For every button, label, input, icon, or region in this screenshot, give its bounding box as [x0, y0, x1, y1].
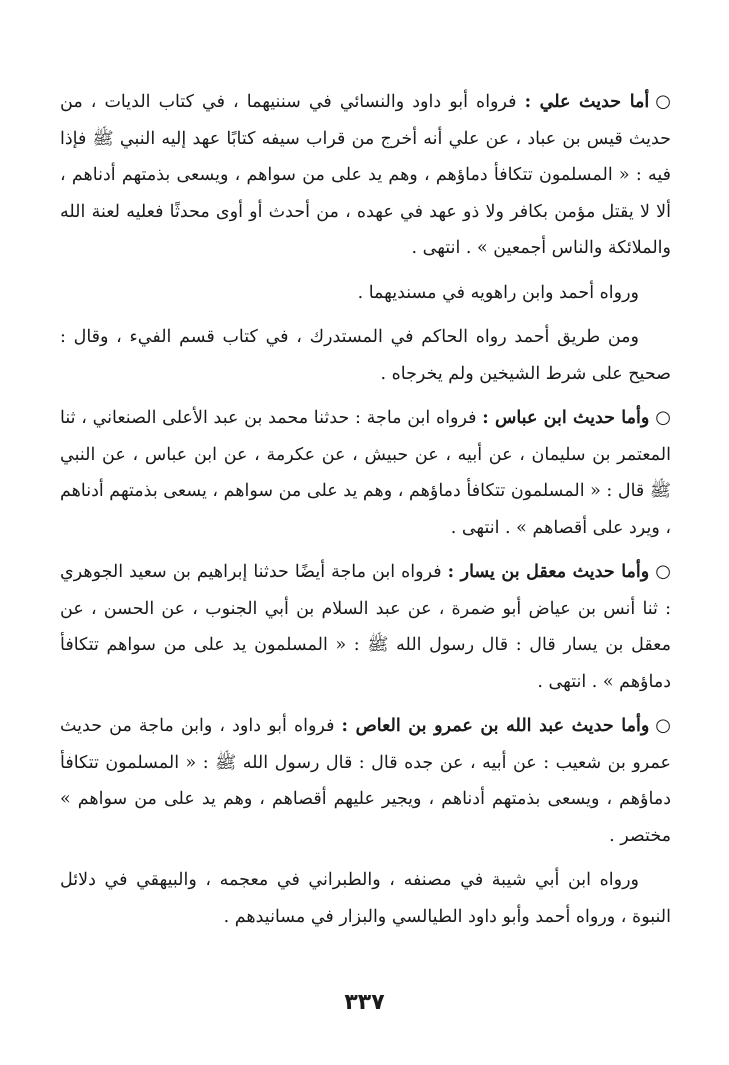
paragraph-text: ورواه أحمد وابن راهويه في مسنديهما .	[357, 282, 639, 303]
circle-marker-icon: ○	[655, 91, 671, 112]
paragraph-hadith-maqil	[60, 554, 671, 700]
paragraph-text: ورواه ابن أبي شيبة في مصنفه ، والطبراني في معجمه ، والبيهقي في دلائل النبوة ، ورواه أحمد وأبو داود الطيالسي والبزار في مسانيدهم .	[60, 870, 671, 927]
paragraph-text: ومن طريق أحمد رواه الحاكم في المستدرك ، في كتاب قسم الفيء ، وقال : صحيح على شرط الشيخين ولم يخرجاه .	[60, 327, 671, 384]
circle-marker-icon: ○	[655, 561, 671, 582]
paragraph-text: فرواه أبو داود والنسائي في سننيهما ، في كتاب الديات ، من حديث قيس بن عباد ، عن علي أنه أخرج من قراب سيفه كتابًا عهد إليه النبي ﷺ فإذا فيه : « المسلمون تتكافأ دماؤهم ، وهم يد على من سواهم ، ويسعى بذمتهم أدناهم ، ألا لا يقتل مؤمن بكافر ولا ذو عهد في عهده ، من أحدث أو أوى محدثًا فعليه لعنة الله والملائكة والناس أجمعين » . انتهى .	[60, 92, 671, 258]
section-heading: أما حديث علي :	[524, 92, 650, 112]
section-heading: وأما حديث معقل بن يسار :	[447, 562, 650, 582]
page-body	[60, 84, 671, 943]
paragraph-hakim	[60, 319, 671, 392]
section-heading: وأما حديث عبد الله بن عمرو بن العاص :	[341, 716, 650, 736]
paragraph-text: فرواه أبو داود ، وابن ماجة من حديث عمرو بن شعيب : عن أبيه ، عن جده قال : قال رسول الله ﷺ : « المسلمون تتكافأ دماؤهم ، ويسعى بذمتهم أدناهم ، ويجير عليهم أقصاهم ، وهم يد على من سواهم » مختصر .	[60, 716, 671, 846]
paragraph-hadith-abdullah-amr	[60, 708, 671, 854]
circle-marker-icon: ○	[655, 407, 671, 428]
section-heading: وأما حديث ابن عباس :	[482, 408, 650, 428]
paragraph-text: فرواه ابن ماجة : حدثنا محمد بن عبد الأعلى الصنعاني ، ثنا المعتمر بن سليمان ، عن أبيه ، عن حبيش ، عن عكرمة ، عن ابن عباس ، عن النبي ﷺ قال : « المسلمون تتكافأ دماؤهم ، وهم يد على من سواهم ، يسعى بذمتهم أدناهم ، ويرد على أقصاهم » . انتهى .	[60, 408, 671, 538]
paragraph-ahmad-rahwayh	[60, 275, 671, 312]
paragraph-ibn-abi-shayba	[60, 862, 671, 935]
circle-marker-icon: ○	[655, 715, 671, 736]
page-number: ٣٣٧	[344, 990, 385, 1015]
paragraph-text: فرواه ابن ماجة أيضًا حدثنا إبراهيم بن سعيد الجوهري : ثنا أنس بن عياض أبو ضمرة ، عن عبد السلام بن أبي الجنوب ، عن الحسن ، عن معقل بن يسار قال : قال رسول الله ﷺ : « المسلمون يد على من سواهم تتكافأ دماؤهم » . انتهى .	[60, 562, 671, 692]
paragraph-hadith-ibn-abbas	[60, 400, 671, 546]
paragraph-hadith-ali	[60, 84, 671, 267]
